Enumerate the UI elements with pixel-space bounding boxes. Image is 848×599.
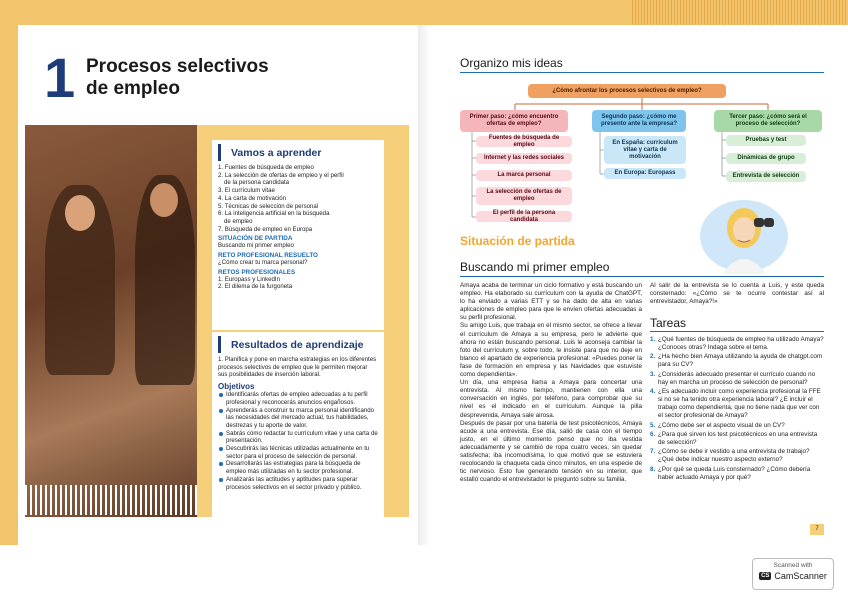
top-band-left	[0, 0, 424, 25]
camscanner-badge: Scanned with CS CamScanner	[752, 558, 834, 590]
list-item: 4. ¿Es adecuado incluir como experiencia profesional la FFE si no se ha tenido otra experiencia laboral? ¿E incluir el trabajo como dependienta, que no tiene nada que ver con el sector profesional de Amaya?	[650, 388, 821, 420]
tareas-list	[650, 336, 824, 483]
map-b3-item: Pruebas y test	[726, 135, 806, 146]
map-b3-item: Dinámicas de grupo	[726, 153, 806, 164]
story-paragraph: Amaya acaba de terminar un ciclo formativo y está buscando un empleo. Ha elaborado su currículum con la ayuda de ChatGPT, lo ha enviado a varias ETT y se ha dado de alta en varias aplicaciones de empleo para que le envíen ofertas adecuadas a su perfil profesional.	[460, 282, 642, 322]
list-item: Sabrás cómo redactar tu currículum vitae y una carta de presentación.	[218, 430, 378, 445]
story-paragraph: Un día, una empresa llama a Amaya para concertar una entrevista. Al mismo tiempo, mantienen con ella una conversación en inglés, por teléfono, para comprobar que su nivel es el indicado en el currículum. Aunque la pilla desprevenida, Amaya sale airosa.	[460, 379, 642, 419]
list-item: 3. ¿Considerás adecuado presentar el currículo cuando no hay en marcha un proceso de selección de personal?	[650, 370, 816, 386]
resultados-box: Resultados de aprendizaje 1. Planifica y pone en marcha estrategias en los diferentes procesos selectivos de empleo que le permiten mejorar sus posibilidades de inserción laboral. Objetivos Identificarás ofertas de empleo adecuadas a tu perfil profesional y reconocerás anuncios engañosos. Aprenderás a construir tu marca personal identificando las necesidades del mercado actual, tus habilidades, destrezas y tu aporte de valor. Sabrás cómo redactar tu currículum vitae y una carta de presentación. Descubrirás las técnicas utilizadas actualmente en tu sector para el proceso de selección de personal. Desarrollarás las estrategias para la búsqueda de empleo más utilizadas en tu sector profesional. Analizarás las actitudes y aptitudes para superar procesos selectivos en el sector privado y público.	[212, 332, 384, 517]
binoculars-illustration	[698, 194, 790, 274]
list-item: 5. ¿Cómo debe ser el aspecto visual de un CV?	[650, 421, 785, 429]
map-b2-item: En Europa: Europass	[604, 168, 686, 179]
objectives-list	[218, 391, 378, 491]
list-item: 2. ¿Ha hecho bien Amaya utilizando la ayuda de chatgpt.com para su CV?	[650, 353, 823, 369]
list-item: Analizarás las actitudes y aptitudes para superar procesos selectivos en el sector privado y público.	[218, 476, 378, 491]
reto-subheading: RETO PROFESIONAL RESUELTO	[218, 252, 318, 260]
list-item: Aprenderás a construir tu marca personal identificando las necesidades del mercado actual, tus habilidades, destrezas y tu aporte de valor.	[218, 407, 378, 430]
vamos-box: Vamos a aprender 1. Fuentes de búsqueda de empleo 2. La selección de ofertas de empleo y el perfil de la persona candidata 3. El currículum vitae 4. La carta de motivación 5. Técnicas de selección de personal 6. La inteligencia artificial en la búsqueda de empleo 7. Búsqueda de empleo en Europa SITUACIÓN DE PARTIDA Buscando mi primer empleo RETO PROFESIONAL RESUELTO ¿Cómo crear tu marca personal? RETOS PROFESIONALES 1. Europass y LinkedIn 2. El dilema de la furgoneta	[212, 140, 384, 330]
vamos-heading: Vamos a aprender	[218, 144, 378, 161]
left-strip	[0, 25, 18, 545]
chapter-title: Procesos selectivos de empleo	[86, 56, 269, 99]
story-text-continued: Al salir de la entrevista se lo cuenta a Luis, y este queda consternado: «¿Cómo se te ocurre contestar así al entrevistador, Amaya?!»	[650, 282, 824, 306]
situacion-subheading: SITUACIÓN DE PARTIDA	[218, 235, 293, 243]
list-item: 1. ¿Qué fuentes de búsqueda de empleo ha utilizado Amaya? ¿Conoces otras? Indaga sobre el tema.	[650, 336, 824, 352]
organizo-title: Organizo mis ideas	[460, 56, 563, 70]
map-branch-2: Segundo paso: ¿cómo me presento ante la empresa?	[592, 110, 686, 132]
chapter-photo	[25, 125, 197, 517]
tareas-title: Tareas	[650, 316, 687, 330]
map-b1-item: Fuentes de búsqueda de empleo	[476, 136, 572, 147]
map-b1-item: Internet y las redes sociales	[476, 153, 572, 164]
list-item: 7. ¿Cómo se debe ir vestido a una entrevista de trabajo? ¿Qué debe indicar nuestro aspecto externo?	[650, 448, 810, 464]
resultados-heading: Resultados de aprendizaje	[218, 336, 378, 353]
map-branch-1: Primer paso: ¿cómo encuentro ofertas de empleo?	[460, 110, 568, 132]
list-item: Desarrollarás las estrategias para la búsqueda de empleo más utilizadas en tu sector profesional.	[218, 460, 378, 475]
camscanner-logo-icon: CS	[761, 573, 770, 579]
story-paragraph: Su amigo Luis, que trabaja en el mismo sector, se ofrece a llevar el currículum de Amaya a su empresa, pero le advierte que ahora no están buscando personal. Luis le aconseja cambiar la foto del currículum y, sobre todo, le insiste para que no deje en blanco el apartado de experiencia profesional: «Puedes poner la fase de formación en empresa y las Navidades que estuviste como dependienta».	[460, 322, 642, 379]
list-item: Descubrirás las técnicas utilizadas actualmente en tu sector para el proceso de selección de personal.	[218, 445, 378, 460]
map-b3-item: Entrevista de selección	[726, 171, 806, 182]
story-title: Buscando mi primer empleo	[460, 260, 610, 274]
top-band-right	[424, 0, 848, 25]
retos-subheading: RETOS PROFESIONALES	[218, 268, 296, 276]
story-text	[460, 282, 642, 484]
situacion-label: Situación de partida	[460, 234, 575, 248]
map-b1-item: La selección de ofertas de empleo	[476, 187, 572, 205]
map-b2-item: En España: currículum vitae y carta de motivación	[604, 136, 686, 164]
chapter-number: 1	[44, 46, 76, 109]
map-root-node: ¿Cómo afrontar los procesos selectivos de empleo?	[528, 84, 726, 98]
map-b1-item: La marca personal	[476, 170, 572, 181]
book-gutter	[418, 25, 430, 545]
story-paragraph: Después de pasar por una batería de test psicotécnicos, Amaya acude a una entrevista. Ese día, salió de casa con el tiempo justo, en el último momento pensó que no iba vestida adecuadamente y se cambió de ropa cuatro veces, sin quedar satisfecha; iba incomodísima, lo que motivó que se estuviera recolocando la chaqueta cada cinco minutos, en una especie de tic nervioso. Esto fue generando tensión en su interior, que estalló cuando el entrevistador le preguntó sobre su familia.	[460, 419, 642, 484]
vamos-list: 1. Fuentes de búsqueda de empleo 2. La selección de ofertas de empleo y el perfil de la persona candidata 3. El currículum vitae 4. La carta de motivación 5. Técnicas de selección de personal 6. La inteligencia artificial en la búsqueda de empleo 7. Búsqueda de empleo en Europa	[218, 164, 344, 233]
map-b1-item: El perfil de la persona candidata	[476, 211, 572, 222]
page-number: 7	[810, 524, 824, 535]
objetivos-heading: Objetivos	[218, 382, 255, 392]
list-item: 6. ¿Para qué sirven los test psicotécnicos en una entrevista de selección?	[650, 430, 818, 447]
map-branch-3: Tercer paso: ¿cómo será el proceso de selección?	[714, 110, 822, 132]
list-item: 8. ¿Por qué se queda Luis consternado? ¿Cómo debería haber actuado Amaya y por qué?	[650, 465, 811, 481]
list-item: Identificarás ofertas de empleo adecuadas a tu perfil profesional y reconocerás anuncios engañosos.	[218, 391, 378, 406]
